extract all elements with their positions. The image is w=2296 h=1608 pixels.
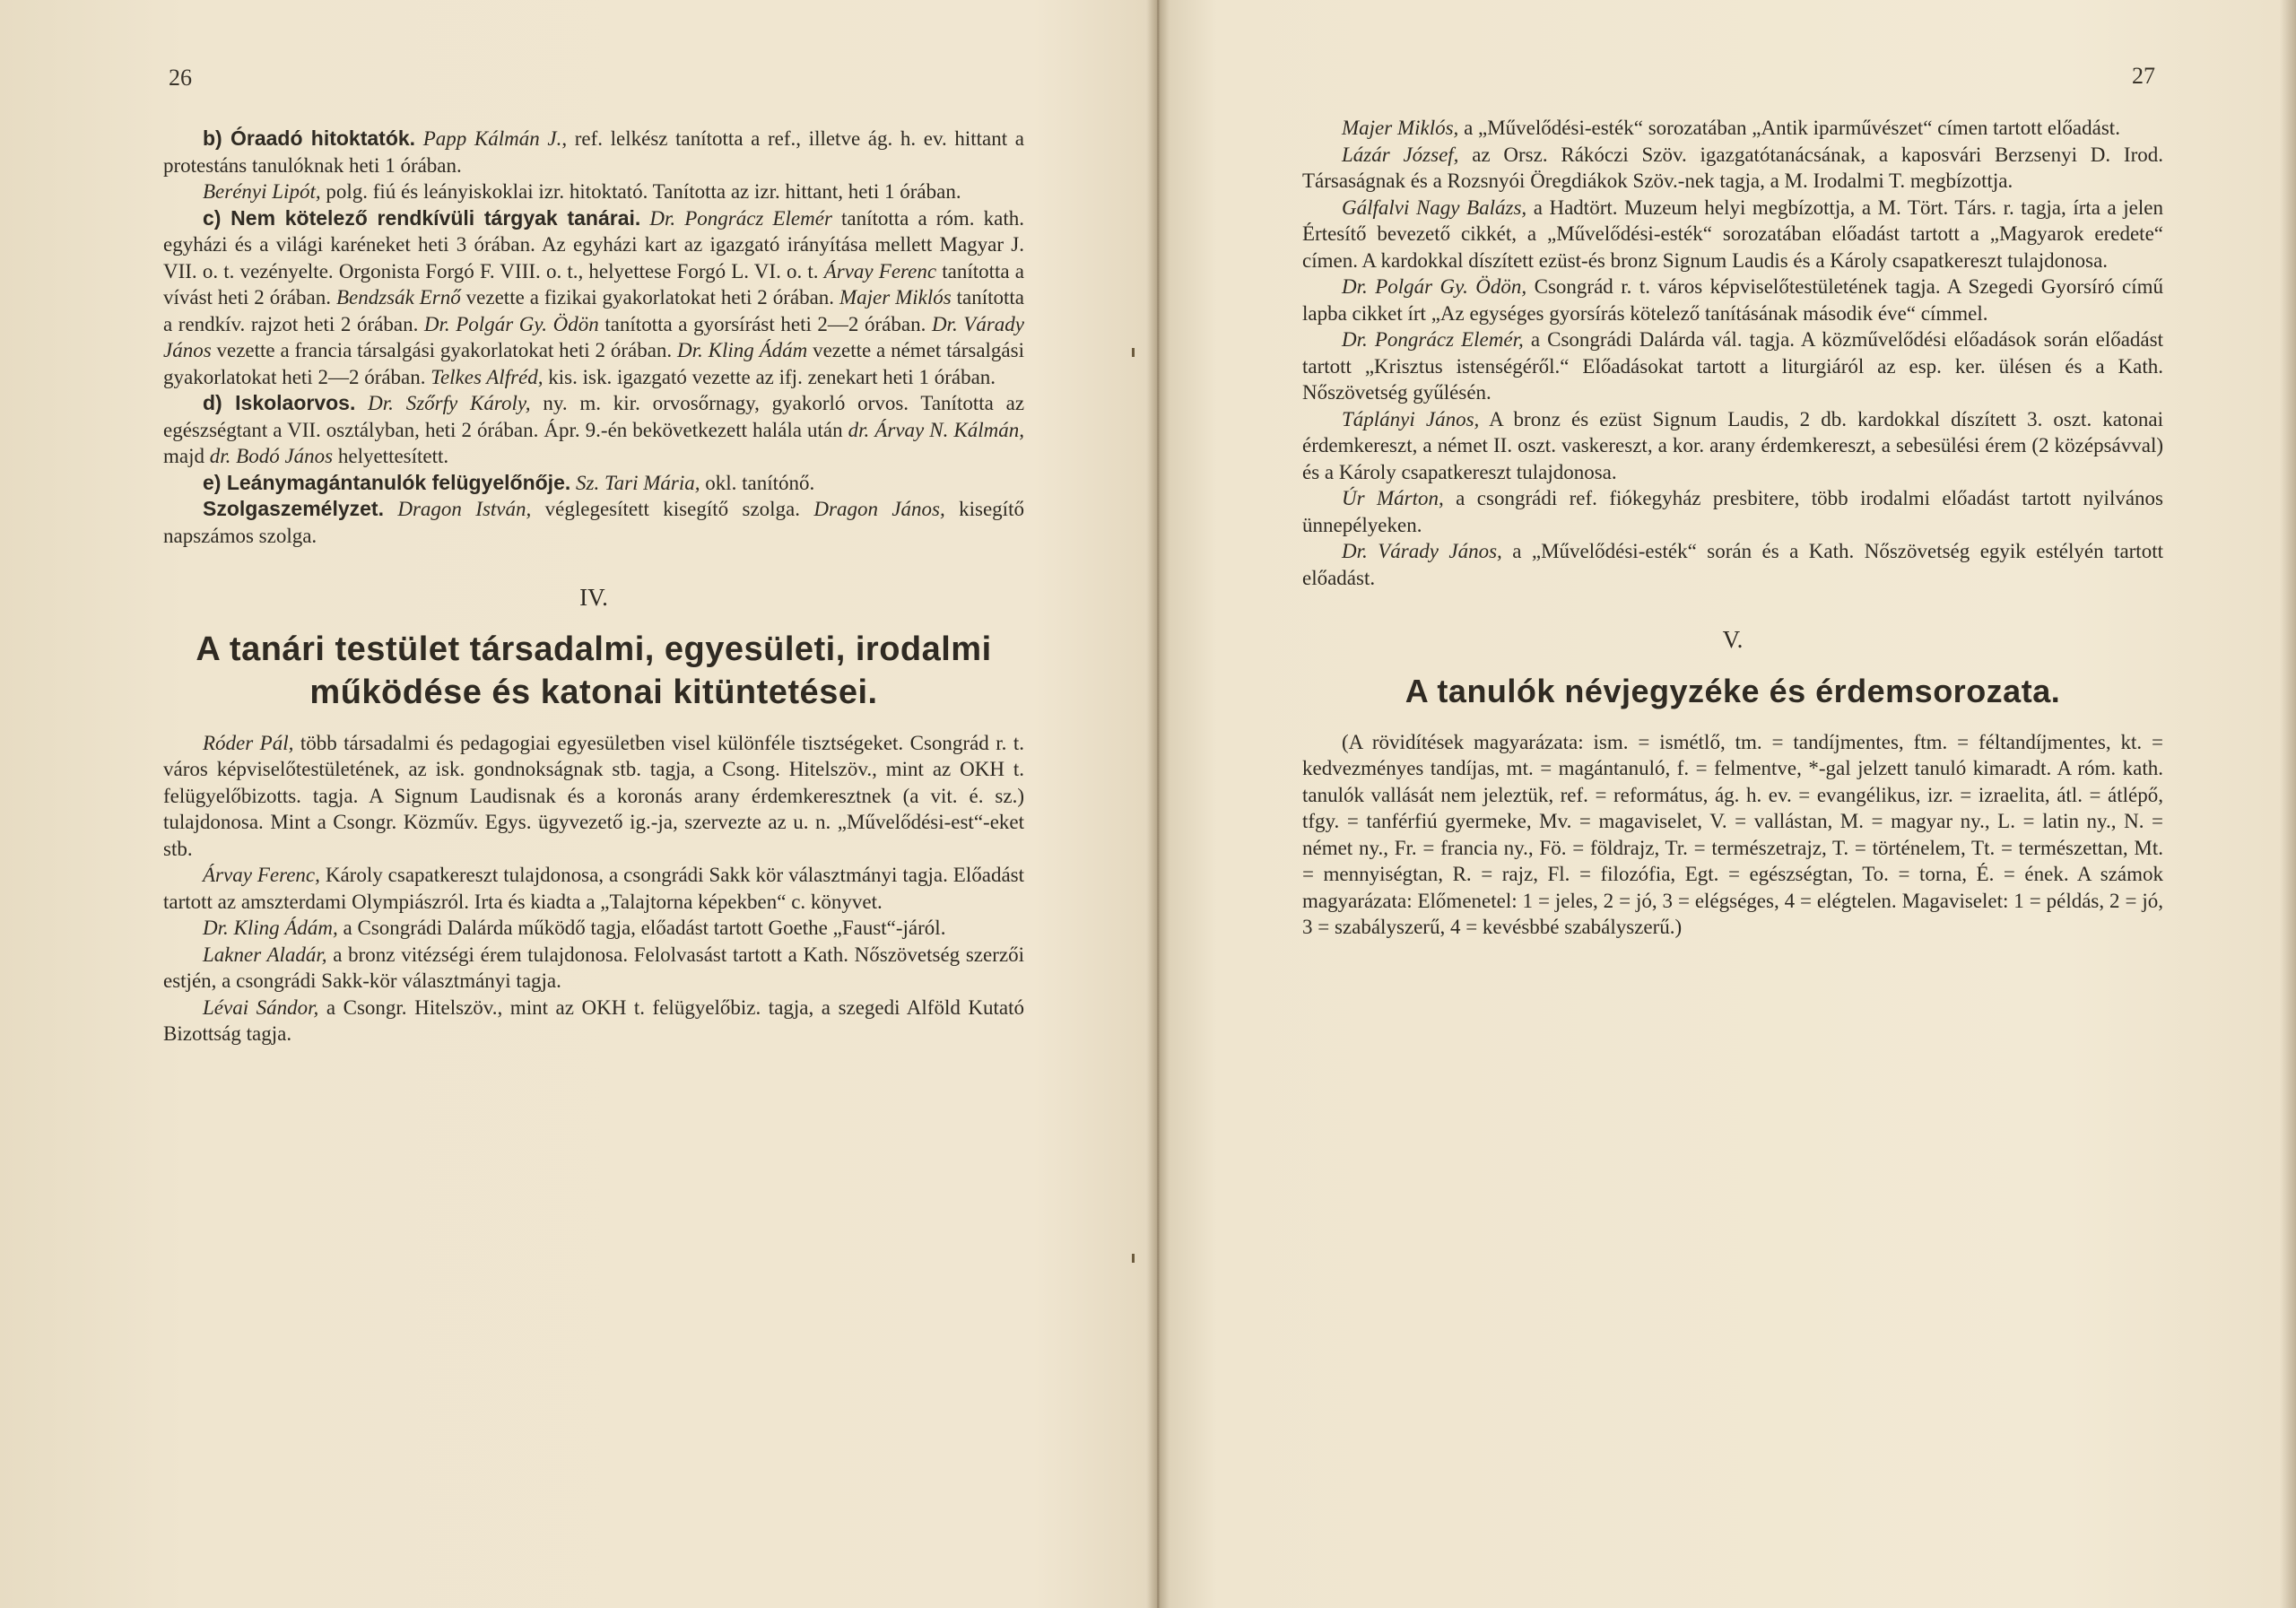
person-name: Gálfalvi Nagy Balázs, [1342, 196, 1527, 219]
text-run: vezette a francia társalgási gyakorlatokat heti 2 órában. [211, 339, 678, 361]
text-run: vezette a fizikai gyakorlatokat heti 2 órában. [460, 286, 839, 309]
text-run: okl. tanítónő. [700, 471, 815, 494]
run-in-heading: d) Iskolaorvos. [203, 391, 356, 414]
person-name: Dr. Polgár Gy. Ödön, [1342, 275, 1527, 298]
person-name: Majer Miklós, [1342, 117, 1459, 139]
person-name: Dr. Polgár Gy. Ödön [423, 312, 599, 335]
paragraph [1302, 538, 2163, 591]
text-run: Csongrád r. t. város képviselőtestületének tagja. A Szegedi Gyorsíró című lapba cikket írt „Az egységes gyorsírás kötelező tanításának második éve“ címmel. [1302, 275, 2164, 325]
left-page-paragraphs [163, 126, 1024, 549]
paragraph [163, 496, 1024, 549]
person-name: Dragon István, [397, 498, 532, 520]
text-run: kis. isk. igazgató vezette az ifj. zenekart heti 1 órában. [543, 365, 996, 388]
run-in-heading: e) Leánymagántanulók felügyelőnője. [203, 470, 571, 494]
paragraph [1302, 729, 2163, 941]
person-name: Sz. Tari Mária, [576, 471, 700, 494]
text-run: vezette a német társalgási gyakorlatokat heti 2—2 órában. [163, 339, 1024, 388]
section-number-v: V. [1722, 626, 1744, 653]
paragraph [163, 470, 1024, 497]
person-name: Árvay Ferenc [823, 259, 937, 282]
person-name: Dr. Szőrfy Károly, [368, 392, 531, 414]
left-page-paragraphs-2 [163, 730, 1024, 1047]
person-name: Majer Miklós [839, 286, 952, 309]
paragraph [1302, 485, 2163, 538]
person-name: dr. Árvay N. Kálmán, [848, 418, 1025, 441]
paragraph [163, 126, 1024, 178]
person-name: Lévai Sándor, [203, 995, 319, 1019]
person-name: Lázár József, [1342, 143, 1459, 166]
page-number-left: 26 [169, 65, 192, 91]
person-name: Árvay Ferenc, [203, 864, 320, 886]
left-page-text [163, 126, 1024, 1047]
page-number-right: 27 [2132, 63, 2155, 89]
person-name: Dr. Várady János [163, 312, 1024, 361]
text-run: a bronz vitézségi érem tulajdonosa. Felolvasást tartott a Kath. Nőszövetség szerzői estjén, a csongrádi Sakk-kör választmányi tagja. [163, 943, 1024, 992]
person-name: Táplányi János, [1342, 407, 1480, 430]
text-run: a Hadtört. Muzeum helyi megbízottja, a M. Tört. Társ. r. tagja, írta a jelen Értesítő bevezető cikkét, a „Művelődési-esték“ sorozatában előadást tartott a „Magyarok eredete“ címen. A kardokkal díszített ezüst-és bronz Signum Laudis és a Károly csapatkereszt tulajdonosa. [1302, 196, 2163, 272]
section-title-iv: A tanári testület társadalmi, egyesületi, irodalmi működése és katonai kitüntetései. [196, 630, 992, 711]
person-name: dr. Bodó János [209, 445, 334, 467]
person-name: Róder Pál, [203, 731, 294, 754]
text-run: az Orsz. Rákóczi Szöv. igazgatótanácsának, a kaposvári Berzsenyi D. Irod. Társaságnak és a Rozsnyói Öregdiákok Szöv.-nek tagja, a M. Irodalmi T. megbízottja. [1302, 143, 2163, 192]
margin-mark [1132, 1254, 1135, 1263]
text-run: tanította a rendkív. rajzot heti 2 órában. [163, 286, 1024, 335]
text-run: tanította a vívást heti 2 órában. [163, 259, 1024, 309]
person-name: Papp Kálmán J. [422, 127, 562, 150]
run-in-heading: Szolgaszemélyzet. [203, 497, 384, 520]
paragraph [1302, 195, 2163, 274]
text-run: véglegesített kisegítő szolga. [531, 498, 814, 520]
right-page [1166, 0, 2296, 1608]
paragraph [163, 178, 1024, 205]
text-run: a Csongr. Hitelszöv., mint az OKH t. felügyelőbiz. tagja, a szegedi Alföld Kutató Bizottság tagja. [163, 995, 1025, 1045]
paragraph [163, 730, 1024, 863]
paragraph [1302, 115, 2163, 142]
right-page-paragraphs [1302, 115, 2163, 591]
paragraph [163, 205, 1024, 391]
person-name: Berényi Lipót, [203, 180, 321, 203]
person-name: Dr. Pongrácz Elemér [649, 206, 832, 230]
person-name: Úr Márton, [1342, 487, 1444, 509]
section-number-iv: IV. [579, 584, 608, 611]
paragraph [163, 862, 1024, 915]
text-run: a csongrádi ref. fiókegyház presbitere, több irodalmi előadást tartott nyilvános ünnepélyeken. [1302, 487, 2163, 536]
person-name: Telkes Alfréd, [430, 365, 544, 388]
paragraph [163, 915, 1024, 942]
text-run [640, 207, 649, 230]
paragraph [1302, 406, 2163, 486]
person-name: Lakner Aladár, [203, 943, 327, 966]
run-in-heading: c) Nem kötelező rendkívüli tárgyak tanárai. [203, 205, 641, 230]
paragraph [1302, 274, 2163, 326]
text-run: a Csongrádi Dalárda vál. tagja. A közművelődési előadások során előadást tartott „Krisztus istenségéről.“ Előadásokat tartott a liturgiáról az esp. ker. ülésen és a Kath. Nőszövetség gyűlésén. [1302, 328, 2163, 404]
text-run: tanította a gyorsírást heti 2—2 órában. [598, 312, 932, 335]
text-run: (A rövidítések magyarázata: ism. = ismétlő, tm. = tandíjmentes, ftm. = féltandíjmentes, kt. = kedvezményes tandíjas, mt. = magántanuló, f. = felmentve, *-gal jelzett tanuló kimaradt. A róm. kath. tanulók vallását nem jeleztük, ref. = református, ág. h. ev. = evangélikus, izr. = izraelita, átl. = átlépő, tfgy. = tanférfiú gyermeke, Mv. = magaviselet, V. = vallástan, M. = magyar ny., L. = latin ny., N. = német ny., Fr. = francia ny., Fö. = földrajz, Tr. = természetrajz, T. = történelem, Tt. = természettan, Mt. = mennyiségtan, R. = rajz, Fl. = filozófia, Egt. = egészségtan, To. = torna, É. = ének. A számok magyarázata: Előmenetel: 1 = jeles, 2 = jó, 3 = elégséges, 4 = elégtelen. Magaviselet: 1 = példás, 2 = jó, 3 = szabályszerű, 4 = kevésbbé szabályszerű.) [1302, 730, 2163, 938]
person-name: Bendzsák Ernő [335, 286, 461, 309]
text-run: A bronz és ezüst Signum Laudis, 2 db. kardokkal díszített 3. oszt. katonai érdemkereszt, a német II. oszt. vaskereszt, a kor. arany érdemkereszt, a sebesülési érem (2 középsávval) és a Károly csapatkereszt tulajdonosa. [1302, 407, 2163, 483]
person-name: Dragon János, [813, 498, 945, 520]
person-name: Dr. Pongrácz Elemér, [1342, 328, 1524, 351]
margin-mark [1132, 348, 1135, 357]
text-run: a „Művelődési-esték“ során és a Kath. Nőszövetség egyik estélyén tartott előadást. [1302, 540, 2163, 589]
paragraph [163, 995, 1024, 1047]
text-run [415, 127, 423, 150]
text-run [384, 498, 397, 520]
paragraph [163, 390, 1024, 470]
text-run [355, 392, 368, 414]
right-page-text [1302, 115, 2163, 941]
person-name: Dr. Várady János, [1342, 540, 1502, 562]
text-run: ny. m. kir. orvosőrnagy, gyakorló orvos. Tanította az egészségtant a VII. osztályban, heti 2 órában. Ápr. 9.-én bekövetkezett halála után [163, 392, 1025, 441]
person-name: Dr. Kling Ádám, [203, 917, 338, 939]
person-name: Dr. Kling Ádám [677, 339, 808, 361]
text-run: tanította a róm. kath. egyházi és a világi karéneket heti 3 órában. Az egyházi kart az igazgató irányítása mellett Magyar J. VII. o. t. vezényelte. Orgonista Forgó F. VIII. o. t., helyettese Forgó L. VI. o. t. [163, 206, 1025, 282]
right-page-paragraphs-2 [1302, 729, 2163, 941]
text-run: a Csongrádi Dalárda működő tagja, előadást tartott Goethe „Faust“-járól. [337, 917, 946, 939]
paragraph [1302, 142, 2163, 195]
text-run: polg. fiú és leányiskoklai izr. hitoktató. Tanította az izr. hittant, heti 1 órában. [320, 180, 961, 203]
text-run: , ref. lelkész tanította a ref., illetve ág. h. ev. hittant a protestáns tanulóknak heti 1 órában. [163, 127, 1024, 177]
text-run: Károly csapatkereszt tulajdonosa, a csongrádi Sakk kör választmányi tagja. Előadást tartott az amszterdami Olympiászról. Irta és kiadta a „Talajtorna képekben“ c. könyvet. [163, 864, 1024, 913]
text-run: majd [163, 445, 210, 467]
run-in-heading: b) Óraadó hitoktatók. [203, 126, 416, 150]
paragraph [163, 942, 1024, 995]
paragraph [1302, 326, 2163, 406]
text-run: több társadalmi és pedagogiai egyesületben visel különféle tisztségeket. Csongrád r. t. város képviselőtestületének, az isk. gondnokságnak stb. tagja, a Csong. Hitelszöv., mint az OKH t. felügyelőbizotts. tagja. A Signum Laudisnak és a koronás arany érdemkeresztnek (a vit. é. sz.) tulajdonosa. Mint a Csongr. Közműv. Egys. ügyvezető ig.-ja, szervezte az u. n. „Művelődési-est“-eket stb. [163, 731, 1024, 860]
text-run: a „Művelődési-esték“ sorozatában „Antik iparművészet“ címen tartott előadást. [1458, 117, 2120, 139]
text-run: helyettesített. [333, 445, 449, 467]
text-run: kisegítő napszámos szolga. [163, 498, 1024, 547]
section-title-v: A tanulók névjegyzéke és érdemsorozata. [1405, 672, 2061, 709]
